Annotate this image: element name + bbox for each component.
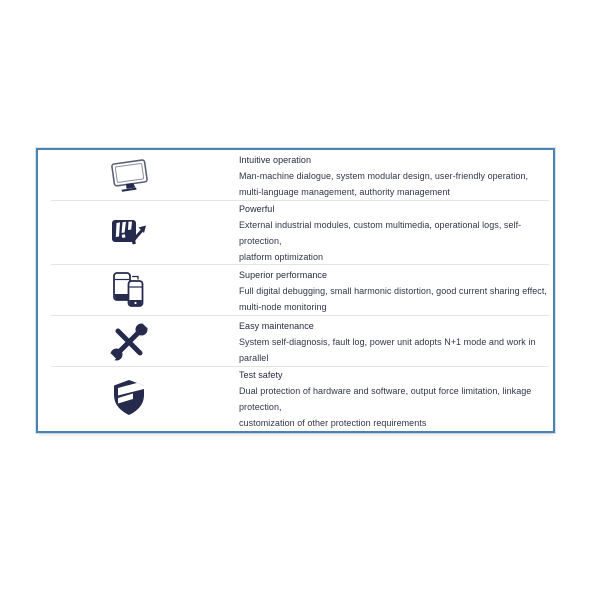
two-phones-icon [106, 268, 152, 314]
feature-title: Powerful [239, 204, 275, 214]
feature-line: customization of other protection requirements [239, 418, 427, 428]
feature-line: Man-machine dialogue, system modular design, user-friendly operation, [239, 170, 529, 181]
feature-title: Easy maintenance [239, 320, 314, 331]
icon-cell [38, 268, 239, 314]
icon-cell [38, 376, 239, 422]
feature-row-superior-performance [38, 265, 553, 316]
feature-line: multi-language management, authority management [239, 186, 450, 197]
feature-panel [36, 148, 555, 433]
feature-text [239, 318, 553, 366]
icon-cell [38, 153, 239, 199]
feature-title: Test safety [239, 370, 283, 380]
feature-text [239, 152, 553, 200]
feature-line: Full digital debugging, small harmonic distortion, good current sharing effect, [239, 285, 547, 296]
feature-text [239, 267, 553, 315]
feature-title: Intuitive operation [239, 154, 311, 165]
icon-cell [38, 319, 239, 365]
shield-icon [106, 376, 152, 422]
monitor-icon [106, 153, 152, 199]
feature-row-intuitive-operation [38, 150, 553, 201]
feature-row-easy-maintenance [38, 316, 553, 367]
icon-cell [38, 210, 239, 256]
feature-line: multi-node monitoring [239, 301, 327, 312]
feature-line: Dual protection of hardware and software, output force limitation, linkage protection, [239, 386, 532, 412]
feature-title: Superior performance [239, 269, 328, 280]
feature-line: System self-diagnosis, fault log, power unit adopts N+1 mode and work in parallel [239, 336, 536, 363]
feature-text [239, 201, 553, 265]
modules-export-arrow-icon [106, 210, 152, 256]
feature-line: platform optimization [239, 252, 324, 262]
feature-row-powerful [38, 201, 553, 265]
feature-line: External industrial modules, custom multimedia, operational logs, self-protection, [239, 220, 522, 246]
feature-text [239, 367, 553, 431]
crossed-wrenches-icon [106, 319, 152, 365]
feature-row-test-safety [38, 367, 553, 431]
